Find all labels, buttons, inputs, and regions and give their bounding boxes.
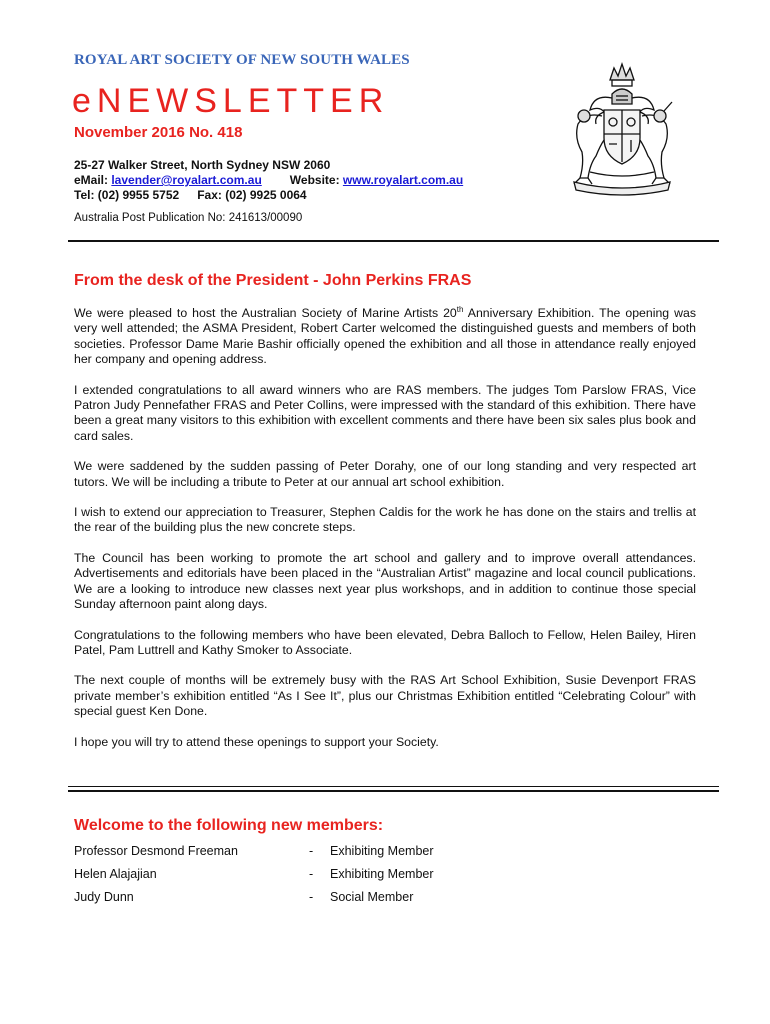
separator: -	[309, 867, 314, 881]
email-link[interactable]: lavender@royalart.com.au	[111, 173, 262, 187]
president-message	[74, 306, 696, 765]
new-members-title: Welcome to the following new members:	[74, 817, 384, 834]
list-item	[74, 890, 574, 913]
new-members-list	[74, 844, 574, 913]
post-publication-number: Australia Post Publication No: 241613/00090	[74, 212, 303, 224]
email-website-line	[74, 173, 463, 188]
member-name: Professor Desmond Freeman	[74, 844, 238, 858]
email-label: eMail:	[74, 173, 112, 187]
membership-type: Exhibiting Member	[330, 867, 434, 881]
phone-line	[74, 188, 463, 203]
membership-type: Social Member	[330, 890, 414, 904]
paragraph: I hope you will try to attend these openings to support your Society.	[74, 734, 439, 749]
president-section-title: From the desk of the President - John Perkins FRAS	[74, 272, 472, 289]
list-item	[74, 867, 574, 890]
paragraph: The next couple of months will be extremely busy with the RAS Art School Exhibition, Susie Devenport FRAS private member’s exhibition entitled “As I See It”, plus our Christmas Exhibition entitled “Celebrating Colour” with special guest Ken Done.	[74, 673, 696, 719]
telephone: Tel: (02) 9955 5752	[74, 188, 180, 202]
paragraph: We were pleased to host the Australian Society of Marine Artists 20th Anniversary Exhibition. The opening was very well attended; the ASMA President, Robert Carter welcomed the distinguished guests and members of both societies. Professor Dame Marie Bashir officially opened the exhibition and all those in attendance really enjoyed her company and opening address.	[74, 304, 696, 367]
newsletter-title: eNEWSLETTER	[72, 82, 390, 120]
header-divider	[68, 240, 719, 242]
address: 25-27 Walker Street, North Sydney NSW 2060	[74, 158, 331, 172]
paragraph: I extended congratulations to all award winners who are RAS members. The judges Tom Parslow FRAS, Vice Patron Judy Pennefather FRAS and Peter Collins, were impressed with the standard of this exhibition. There have been a great many visitors to this exhibition with excellent comments and there have been six sales plus book and card sales.	[74, 382, 696, 443]
contact-block	[74, 158, 463, 203]
society-name: ROYAL ART SOCIETY OF NEW SOUTH WALES	[74, 52, 410, 68]
paragraph: Congratulations to the following members who have been elevated, Debra Balloch to Fellow, Helen Bailey, Hiren Patel, Pam Luttrell and Kathy Smoker to Associate.	[74, 627, 696, 657]
website-link[interactable]: www.royalart.com.au	[342, 173, 464, 187]
fax: Fax: (02) 9925 0064	[197, 188, 307, 202]
separator: -	[309, 844, 314, 858]
section-divider	[68, 786, 719, 792]
paragraph: I wish to extend our appreciation to Treasurer, Stephen Caldis for the work he has done on the stairs and trellis at the rear of the building plus the new concrete steps.	[74, 505, 696, 535]
member-name: Judy Dunn	[74, 890, 134, 904]
paragraph: The Council has been working to promote the art school and gallery and to improve overall attendances. Advertisements and editorials have been placed in the “Australian Artist” magazine and local council publications. We are a looking to introduce new classes next year plus workshops, and in addition to continue those special Sunday afternoon paint along days.	[74, 550, 696, 612]
membership-type: Exhibiting Member	[330, 844, 434, 858]
separator: -	[309, 890, 314, 904]
paragraph: We were saddened by the sudden passing of Peter Dorahy, one of our long standing and very respected art tutors. We will be including a tribute to Peter at our annual art school exhibition.	[74, 459, 696, 489]
list-item	[74, 844, 574, 867]
website-label: Website:	[289, 173, 343, 187]
coat-of-arms-crest	[560, 60, 684, 200]
issue-number: November 2016 No. 418	[74, 124, 243, 141]
member-name: Helen Alajajian	[74, 867, 157, 881]
